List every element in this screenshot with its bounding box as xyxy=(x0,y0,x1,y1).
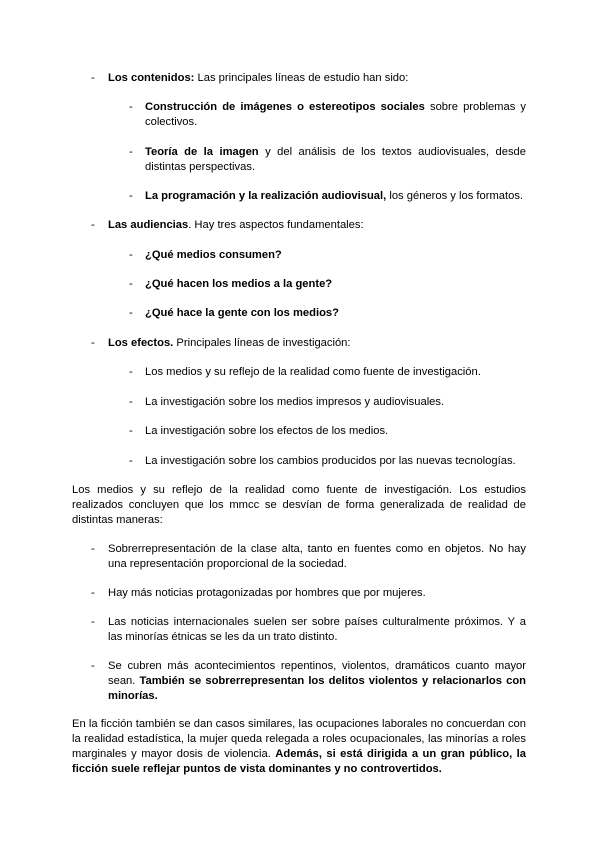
bullet-dash: - xyxy=(129,366,133,378)
bullet-dash: - xyxy=(91,219,95,231)
item-text: Principales líneas de investigación: xyxy=(173,337,351,349)
item-text: los géneros y los formatos. xyxy=(386,190,524,202)
bullet-dash: - xyxy=(91,72,95,84)
bullet-dash: - xyxy=(91,616,95,628)
bullet-dash: - xyxy=(129,278,133,290)
item-heading: La programación y la realización audiovisual, xyxy=(145,190,387,202)
item-heading: Los contenidos: xyxy=(108,72,195,84)
item-bold-text: También se sobrerrepresentan los delitos violentos y relacionarlos con minorías. xyxy=(108,675,526,702)
item-text: . Hay tres aspectos fundamentales: xyxy=(188,219,364,231)
item-heading: ¿Qué hacen los medios a la gente? xyxy=(145,278,333,290)
bullet-dash: - xyxy=(91,337,95,349)
item-text: Las principales líneas de estudio han sido: xyxy=(194,72,409,84)
bullet-dash: - xyxy=(129,455,133,467)
bullet-dash: - xyxy=(91,587,95,599)
item-text: Sobrerrepresentación de la clase alta, tanto en fuentes como en objetos. No hay una representación proporcional de la sociedad. xyxy=(108,543,526,570)
bullet-dash: - xyxy=(91,543,95,555)
bullet-dash: - xyxy=(129,249,133,261)
item-heading: ¿Qué medios consumen? xyxy=(145,249,282,261)
item-text: Hay más noticias protagonizadas por hombres que por mujeres. xyxy=(108,587,426,599)
item-text: y del análisis de los textos audiovisuales, desde distintas perspectivas. xyxy=(145,146,526,173)
bullet-dash: - xyxy=(129,307,133,319)
closing-paragraph xyxy=(72,717,526,777)
bullet-dash: - xyxy=(129,190,133,202)
item-text: Se cubren más acontecimientos repentinos, violentos, dramáticos cuanto mayor sean. xyxy=(108,660,526,687)
closing-text: En la ficción también se dan casos similares, las ocupaciones laborales no concuerdan con la realidad estadística, la mujer queda relegada a roles ocupacionales, las minorías a roles marginales y mayor dosis de violencia. xyxy=(72,718,526,760)
item-heading: Teoría de la imagen xyxy=(145,146,259,158)
item-heading: Las audiencias xyxy=(108,219,189,231)
intro-paragraph: Los medios y su reflejo de la realidad como fuente de investigación. Los estudios realizados concluyen que los mmcc se desvían de forma generalizada de realidad de distintas maneras: xyxy=(72,484,526,526)
closing-bold-text: Además, si está dirigida a un gran público, la ficción suele reflejar puntos de vista dominantes y no controvertidos. xyxy=(72,748,526,775)
bullet-dash: - xyxy=(129,396,133,408)
item-text: La investigación sobre los medios impresos y audiovisuales. xyxy=(145,396,445,408)
item-text: La investigación sobre los efectos de los medios. xyxy=(145,425,389,437)
item-heading: ¿Qué hace la gente con los medios? xyxy=(145,307,339,319)
item-text: Las noticias internacionales suelen ser sobre países culturalmente próximos. Y a las minorías étnicas se les da un trato distinto. xyxy=(108,616,526,643)
bullet-dash: - xyxy=(129,146,133,158)
bullet-dash: - xyxy=(129,101,133,113)
item-heading: Construcción de imágenes o estereotipos sociales xyxy=(145,101,425,113)
item-text: sobre problemas y colectivos. xyxy=(145,101,527,128)
bullet-dash: - xyxy=(129,425,133,437)
item-heading: Los efectos. xyxy=(108,337,174,349)
item-text: Los medios y su reflejo de la realidad como fuente de investigación. xyxy=(145,366,481,378)
item-text: La investigación sobre los cambios producidos por las nuevas tecnologías. xyxy=(145,455,516,467)
bullet-dash: - xyxy=(91,660,95,672)
